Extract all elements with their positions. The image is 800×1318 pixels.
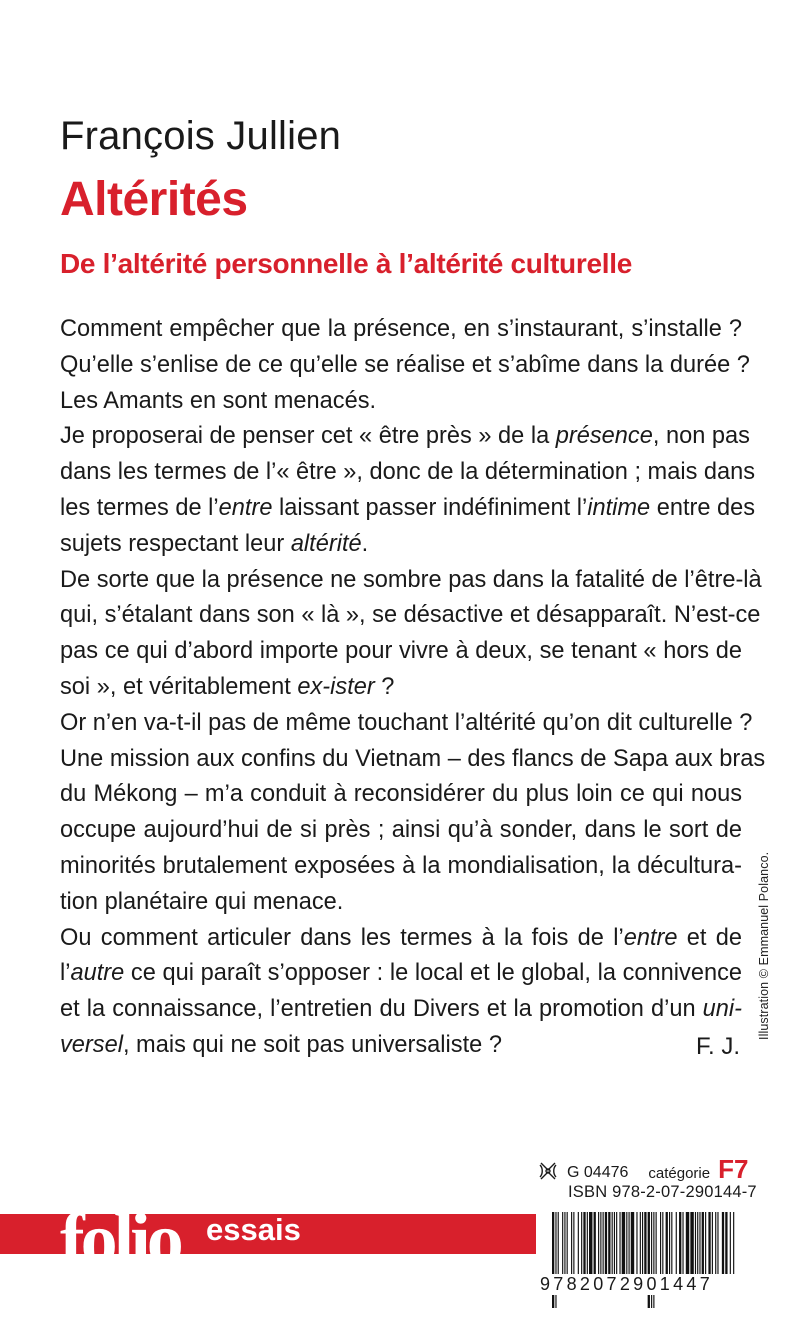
- blurb-line: minorités brutalement exposées à la mondialisation, la décultura-: [60, 852, 742, 879]
- folio-emblem-icon: [537, 1160, 559, 1182]
- barcode-bar: [578, 1212, 579, 1276]
- barcode-bar: [662, 1212, 663, 1276]
- barcode-bar: [722, 1212, 724, 1276]
- blurb-line: Or n’en va-t-il pas de même touchant l’altérité qu’on dit culturelle ?: [60, 709, 753, 736]
- blurb-line: pas ce qui d’abord importe pour vivre à deux, se tenant « hors de: [60, 638, 742, 665]
- blurb-line: Qu’elle s’enlise de ce qu’elle se réalise et s’abîme dans la durée ?: [60, 351, 750, 378]
- barcode-bar: [679, 1212, 681, 1276]
- blurb-line: soi », et véritablement ex-ister ?: [60, 673, 395, 700]
- barcode-bar: [705, 1212, 706, 1276]
- barcode-bar: [671, 1212, 672, 1276]
- blurb-line: Ou comment articuler dans les termes à la fois de l’entre et de: [60, 924, 742, 951]
- barcode-bar: [581, 1212, 582, 1276]
- blurb-line: Les Amants en sont menacés.: [60, 387, 377, 414]
- barcode-bar: [730, 1212, 731, 1276]
- blurb-line: occupe aujourd’hui de si près ; ainsi qu’à sonder, dans le sort de: [60, 817, 742, 844]
- catalog-line: [537, 1152, 748, 1182]
- blurb-line: sujets respectant leur altérité.: [60, 530, 369, 557]
- barcode-digits: 9782072901447: [540, 1274, 740, 1295]
- barcode-bar: [614, 1212, 615, 1276]
- barcode-bar: [725, 1212, 727, 1276]
- blurb-line: du Mékong – m’a conduit à reconsidérer du plus loin ce qui nous: [60, 781, 742, 808]
- blurb-line: Une mission aux confins du Vietnam – des flancs de Sapa aux bras: [60, 745, 766, 772]
- barcode-bar: [697, 1212, 698, 1276]
- barcode-bar: [686, 1212, 689, 1276]
- blurb-line: Comment empêcher que la présence, en s’instaurant, s’installe ?: [60, 316, 742, 342]
- barcode-bar: [676, 1212, 677, 1276]
- barcode-bar: [616, 1212, 617, 1276]
- blurb-line: De sorte que la présence ne sombre pas dans la fatalité de l’être-là: [60, 566, 762, 593]
- barcode-bar: [669, 1212, 670, 1276]
- barcode-bar: [644, 1212, 646, 1276]
- barcode-bar: [712, 1212, 713, 1276]
- barcode-bar: [594, 1212, 596, 1276]
- barcode-bar: [708, 1212, 710, 1276]
- barcode-bar: [660, 1212, 661, 1276]
- barcode-bar: [690, 1212, 693, 1276]
- barcode-bar: [715, 1212, 716, 1276]
- barcode-bar: [631, 1212, 634, 1276]
- blurb-line: versel, mais qui ne soit pas universaliste ?: [60, 1031, 502, 1058]
- barcode-bar: [558, 1212, 559, 1276]
- book-subtitle: De l’altérité personnelle à l’altérité culturelle: [60, 248, 632, 279]
- barcode-bar: [656, 1212, 657, 1276]
- folio-logo: folio: [60, 1199, 180, 1281]
- barcode-bar: [564, 1212, 565, 1276]
- barcode-bar: [571, 1212, 572, 1276]
- barcode-bar: [733, 1212, 734, 1276]
- barcode-bar: [583, 1212, 585, 1276]
- barcode-bar: [605, 1212, 607, 1276]
- barcode: [548, 1210, 738, 1310]
- barcode-bar: [562, 1212, 563, 1276]
- barcode-bar: [629, 1212, 630, 1276]
- barcode-bar: [717, 1212, 718, 1276]
- barcode-bar: [702, 1212, 704, 1276]
- catalog-code: G 04476: [567, 1164, 629, 1181]
- blurb-line: et la connaissance, l’entretien du Divers et la promotion d’un uni-: [60, 996, 742, 1023]
- category-code: F7: [718, 1154, 749, 1184]
- category-label: catégorie: [648, 1165, 711, 1182]
- essais-label: essais: [206, 1212, 301, 1247]
- blurb-signature: F. J.: [695, 1033, 740, 1060]
- barcode-bar: [567, 1212, 568, 1276]
- barcode-bar: [636, 1212, 637, 1276]
- barcode-bar: [695, 1212, 696, 1276]
- illustration-credit: Illustration © Emmanuel Polanco.: [757, 851, 771, 1040]
- barcode-bar: [608, 1212, 610, 1276]
- blurb-line: tion planétaire qui menace.: [60, 888, 344, 915]
- barcode-bar: [587, 1212, 588, 1276]
- isbn-text: ISBN 978-2-07-290144-7: [568, 1183, 757, 1201]
- book-title: Altérités: [60, 173, 248, 226]
- blurb-line: les termes de l’entre laissant passer indéfiniment l’intime entre des: [60, 494, 756, 521]
- barcode-bar: [573, 1212, 574, 1276]
- barcode-bar: [600, 1212, 601, 1276]
- blurb-line: l’autre ce qui paraît s’opposer : le local et le global, la connivence: [60, 960, 742, 987]
- barcode-bar: [619, 1212, 620, 1276]
- barcode-bar: [612, 1212, 613, 1276]
- barcode-bar: [642, 1212, 643, 1276]
- blurb-line: qui, s’étalant dans son « là », se désactive et désapparaît. N’est-ce: [60, 602, 761, 629]
- barcode-bar: [598, 1212, 599, 1276]
- barcode-bar: [589, 1212, 592, 1276]
- barcode-bar: [699, 1212, 700, 1276]
- barcode-bar: [666, 1212, 668, 1276]
- blurb-line: dans les termes de l’« être », donc de la détermination ; mais dans: [60, 459, 756, 486]
- barcode-bar: [622, 1212, 625, 1276]
- barcode-bar: [603, 1212, 604, 1276]
- barcode-bar: [640, 1212, 641, 1276]
- barcode-bar: [626, 1212, 627, 1276]
- barcode-bar: [682, 1212, 683, 1276]
- blurb-line: Je proposerai de penser cet « être près » de la présence, non pas: [60, 423, 750, 450]
- author-name: François Jullien: [60, 114, 342, 158]
